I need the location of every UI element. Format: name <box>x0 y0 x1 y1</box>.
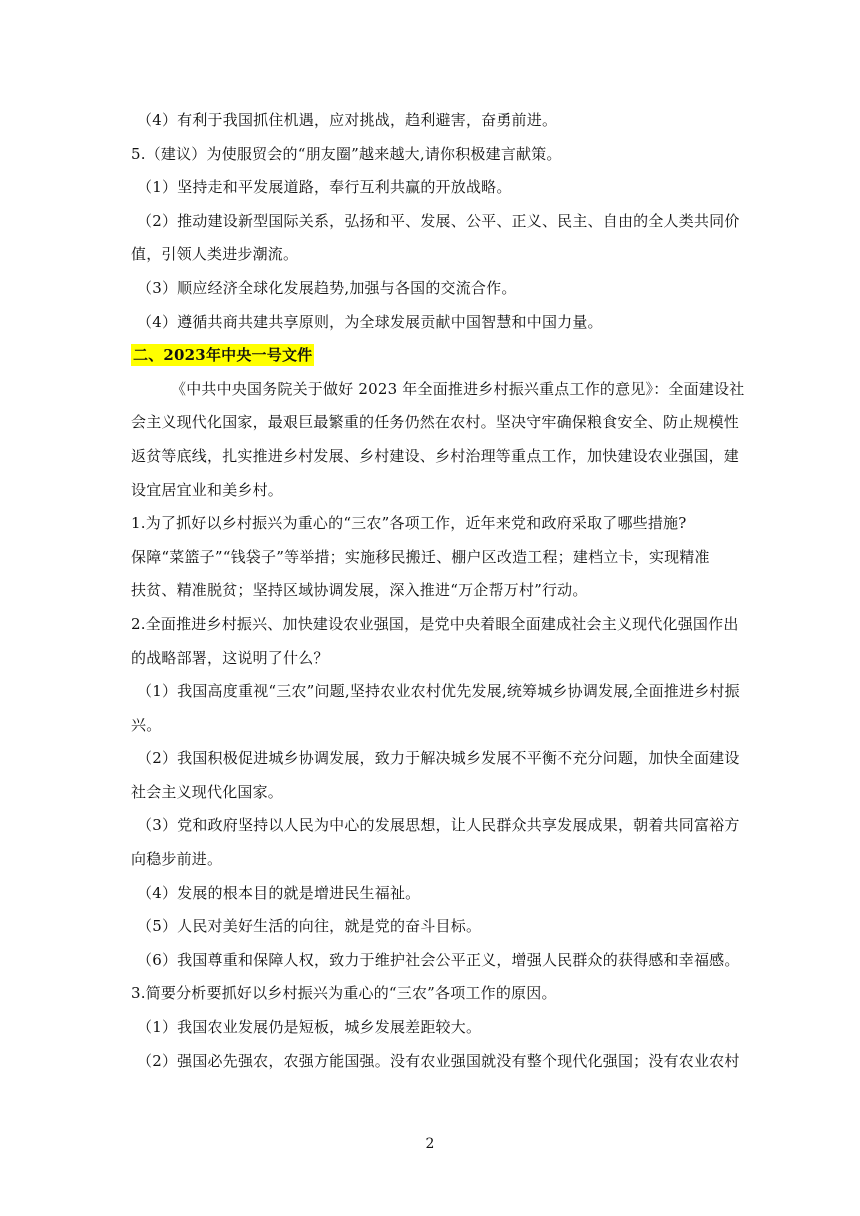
text-line: （5）人民对美好生活的向往，就是党的奋斗目标。 <box>137 917 482 936</box>
text-line: （4）发展的根本目的就是增进民生福祉。 <box>137 883 421 902</box>
text-line: 返贫等底线，扎实推进乡村发展、乡村建设、乡村治理等重点工作，加快建设农业强国，建 <box>131 446 740 465</box>
text-line: （6）我国尊重和保障人权，致力于维护社会公平正义，增强人民群众的获得感和幸福感。 <box>137 950 740 969</box>
text-line: （3）党和政府坚持以人民为中心的发展思想，让人民群众共享发展成果，朝着共同富裕方 <box>137 816 740 835</box>
question-line: 1.为了抓好以乡村振兴为重心的“三农”各项工作，近年来党和政府采取了哪些措施? <box>131 514 687 533</box>
section-heading-line <box>131 339 731 373</box>
text-line: （4）有利于我国抓住机遇，应对挑战，趋利避害，奋勇前进。 <box>137 111 558 129</box>
question-line: 2.全面推进乡村振兴、加快建设农业强国，是党中央着眼全面建成社会主义现代化强国作出 <box>131 614 739 633</box>
question-line: 3.简要分析要抓好以乡村振兴为重心的“三农”各项工作的原因。 <box>131 984 557 1003</box>
text-line: 会主义现代化国家，最艰巨最繁重的任务仍然在农村。坚决守牢确保粮食安全、防止规模性 <box>131 413 740 432</box>
text-line: 的战略部署，这说明了什么？ <box>131 648 329 667</box>
text-line: 5.（建议）为使服贸会的“朋友圈”越来越大,请你积极建言献策。 <box>131 144 562 163</box>
text-line: （2）强国必先强农，农强方能国强。没有农业强国就没有整个现代化强国；没有农业农村 <box>137 1051 740 1070</box>
text-line: 保障“菜篮子”“钱袋子”等举措；实施移民搬迁、棚户区改造工程；建档立卡，实现精准 <box>131 547 710 566</box>
text-line: （1）坚持走和平发展道路，奉行互利共赢的开放战略。 <box>137 178 512 197</box>
text-line: 社会主义现代化国家。 <box>131 782 284 801</box>
text-line: （2）推动建设新型国际关系，弘扬和平、发展、公平、正义、民主、自由的全人类共同价 <box>137 211 740 230</box>
section-heading: 二、2023年中央一号文件 <box>133 346 313 365</box>
text-line: 兴。 <box>131 715 162 734</box>
text-line: 值，引领人类进步潮流。 <box>131 245 299 264</box>
text-line: （2）我国积极促进城乡协调发展，致力于解决城乡发展不平衡不充分问题，加快全面建设 <box>137 749 740 768</box>
text-line: （4）遵循共商共建共享原则，为全球发展贡献中国智慧和中国力量。 <box>137 312 603 331</box>
text-line: （1）我国农业发展仍是短板，城乡发展差距较大。 <box>137 1018 482 1037</box>
text-line: 《中共中央国务院关于做好 2023 年全面推进乡村振兴重点工作的意见》：全面建设社 <box>171 379 745 398</box>
text-line: 向稳步前进。 <box>131 850 223 869</box>
text-line: （3）顺应经济全球化发展趋势,加强与各国的交流合作。 <box>137 278 517 297</box>
text-line: 扶贫、精准脱贫；坚持区域协调发展，深入推进“万企帮万村”行动。 <box>131 581 588 600</box>
text-line: （1）我国高度重视“三农”问题,坚持农业农村优先发展,统筹城乡协调发展,全面推进乡村振 <box>137 682 740 701</box>
page-number: 2 <box>425 1136 435 1152</box>
page-content <box>131 104 745 1078</box>
text-line: 设宜居宜业和美乡村。 <box>131 480 284 499</box>
